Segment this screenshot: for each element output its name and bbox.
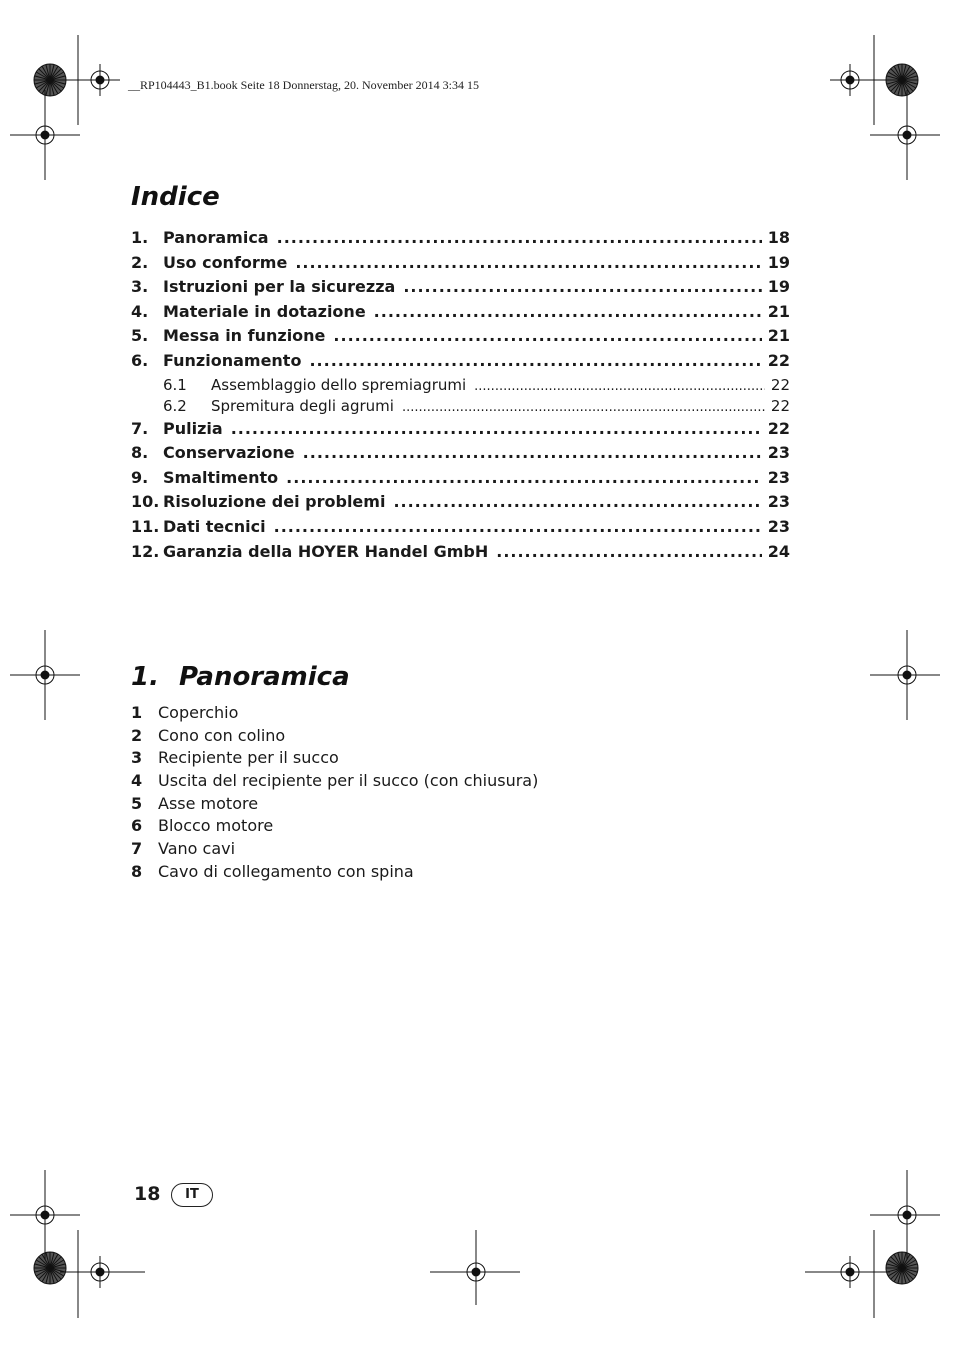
toc-entry-page: 19 xyxy=(767,252,790,272)
list-item-number: 8 xyxy=(131,861,143,881)
list-item xyxy=(131,771,538,794)
list-item-number: 4 xyxy=(131,771,143,791)
section-number: 1. xyxy=(131,662,159,692)
list-item-text: Asse motore xyxy=(158,793,259,813)
toc-entry-number: 8. xyxy=(131,443,149,463)
toc-entry-page: 22 xyxy=(770,375,790,394)
language-badge: IT xyxy=(171,1183,213,1207)
toc-entry[interactable] xyxy=(131,517,790,542)
toc-entry-page: 24 xyxy=(767,541,790,561)
toc-entry-page: 23 xyxy=(767,492,790,512)
toc-entry-number: 2. xyxy=(131,252,149,272)
page-number: 18 xyxy=(134,1183,161,1205)
toc-entry-title: Materiale in dotazione xyxy=(163,301,366,321)
toc-dot-leader xyxy=(277,228,762,247)
list-item-text: Uscita del recipiente per il succo (con chiusura) xyxy=(158,771,539,791)
toc-entry-number: 5. xyxy=(131,326,149,346)
list-item-text: Coperchio xyxy=(158,703,239,722)
toc-entry[interactable] xyxy=(131,351,790,376)
list-item-text: Cavo di collegamento con spina xyxy=(158,861,414,881)
toc-entry-number: 6. xyxy=(131,350,149,370)
toc-entry[interactable] xyxy=(131,228,790,253)
list-item-number: 3 xyxy=(131,748,143,768)
table-of-contents xyxy=(131,228,790,566)
toc-entry-page: 23 xyxy=(767,443,790,463)
toc-entry-title: Dati tecnici xyxy=(163,516,266,536)
section-title xyxy=(131,662,350,692)
toc-entry[interactable] xyxy=(131,326,790,351)
list-item-text: Vano cavi xyxy=(158,839,236,859)
toc-dot-leader xyxy=(286,468,762,487)
list-item xyxy=(131,839,538,862)
toc-entry-number: 10. xyxy=(131,492,160,512)
list-item-number: 5 xyxy=(131,793,143,813)
toc-entry-number: 6.2 xyxy=(163,397,187,416)
toc-entry-title: Funzionamento xyxy=(163,350,302,370)
toc-entry-page: 22 xyxy=(767,418,790,438)
toc-entry-page: 22 xyxy=(767,350,790,370)
toc-dot-leader xyxy=(274,517,762,536)
toc-entry-number: 1. xyxy=(131,228,149,247)
toc-entry[interactable] xyxy=(131,419,790,444)
toc-entry[interactable] xyxy=(131,468,790,493)
section-title-text: Panoramica xyxy=(179,662,350,692)
toc-entry-title: Panoramica xyxy=(163,228,269,247)
list-item xyxy=(131,794,538,817)
toc-entry-page: 22 xyxy=(770,397,790,416)
toc-entry-page: 21 xyxy=(767,326,790,346)
toc-entry[interactable] xyxy=(131,443,790,468)
toc-dot-leader xyxy=(309,351,761,370)
list-item-text: Cono con colino xyxy=(158,725,286,745)
toc-dot-leader xyxy=(295,253,761,272)
toc-entry-number: 6.1 xyxy=(163,375,187,394)
toc-entry-title: Pulizia xyxy=(163,418,223,438)
toc-entry[interactable] xyxy=(131,492,790,517)
toc-entry-number: 12. xyxy=(131,541,160,561)
toc-entry-title: Smaltimento xyxy=(163,467,279,487)
list-item-number: 6 xyxy=(131,816,143,836)
toc-entry-page: 23 xyxy=(767,467,790,487)
toc-entry-title: Risoluzione dei problemi xyxy=(163,492,386,512)
toc-entry-title: Messa in funzione xyxy=(163,326,326,346)
toc-dot-leader xyxy=(393,492,761,511)
toc-dot-leader xyxy=(374,302,762,321)
toc-entry-title: Garanzia della HOYER Handel GmbH xyxy=(163,541,489,561)
toc-entry-page: 21 xyxy=(767,301,790,321)
print-header: __RP104443_B1.book Seite 18 Donnerstag, 20. November 2014 3:34 15 xyxy=(128,78,479,92)
list-item xyxy=(131,862,538,885)
toc-entry-number: 4. xyxy=(131,301,149,321)
toc-entry-page: 19 xyxy=(767,277,790,297)
toc-dot-leader xyxy=(333,326,761,345)
list-item xyxy=(131,726,538,749)
list-item-text: Recipiente per il succo xyxy=(158,748,339,768)
toc-entry-title: Conservazione xyxy=(163,443,295,463)
toc-dot-leader xyxy=(474,379,765,394)
parts-list xyxy=(131,703,538,885)
list-item-number: 2 xyxy=(131,725,143,745)
list-item xyxy=(131,703,538,726)
list-item-text: Blocco motore xyxy=(158,816,274,836)
toc-entry[interactable] xyxy=(131,376,790,398)
toc-entry-title: Assemblaggio dello spremiagrumi xyxy=(211,375,467,394)
toc-entry[interactable] xyxy=(131,277,790,302)
toc-entry-title: Uso conforme xyxy=(163,252,288,272)
toc-title: Indice xyxy=(131,182,220,212)
toc-dot-leader xyxy=(402,400,765,415)
list-item xyxy=(131,748,538,771)
toc-dot-leader xyxy=(496,542,762,561)
toc-dot-leader xyxy=(231,419,762,438)
toc-entry[interactable] xyxy=(131,302,790,327)
toc-entry-title: Spremitura degli agrumi xyxy=(211,397,394,416)
toc-dot-leader xyxy=(403,277,761,296)
list-item xyxy=(131,816,538,839)
toc-entry-number: 9. xyxy=(131,467,149,487)
toc-entry-page: 23 xyxy=(767,516,790,536)
toc-entry-number: 7. xyxy=(131,418,149,438)
toc-entry[interactable] xyxy=(131,542,790,567)
list-item-number: 1 xyxy=(131,703,143,722)
toc-entry-number: 11. xyxy=(131,516,160,536)
toc-entry[interactable] xyxy=(131,397,790,419)
toc-entry-page: 18 xyxy=(767,228,790,247)
toc-entry-title: Istruzioni per la sicurezza xyxy=(163,277,396,297)
toc-entry-number: 3. xyxy=(131,277,149,297)
list-item-number: 7 xyxy=(131,839,143,859)
toc-dot-leader xyxy=(303,443,762,462)
toc-entry[interactable] xyxy=(131,253,790,278)
